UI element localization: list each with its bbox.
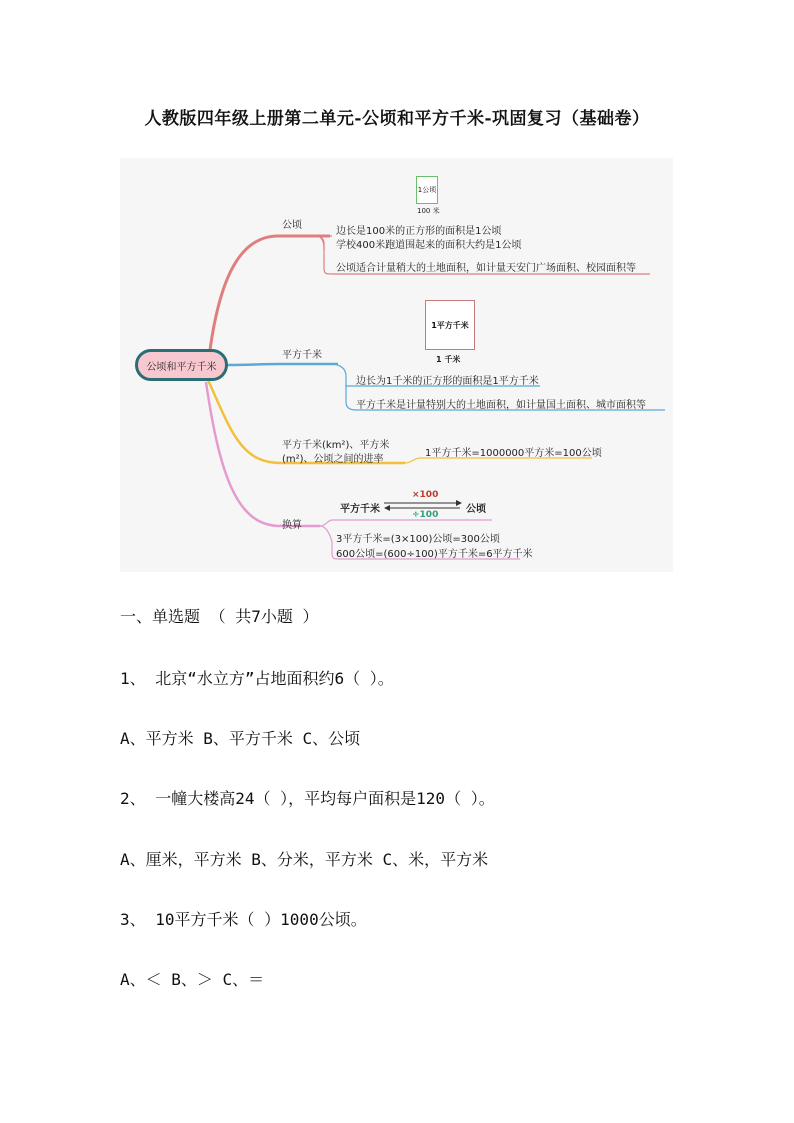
sqkm-item-2: 平方千米是计量特别大的土地面积，如计量国土面积、城市面积等 bbox=[356, 400, 646, 411]
branch-sqkm-label: 平方千米 bbox=[282, 350, 322, 361]
question-2-stem: 2、 一幢大楼高24（ ），平均每户面积是120（ ）。 bbox=[120, 789, 495, 808]
sqkm-side-label: 1 千米 bbox=[436, 355, 461, 364]
hectare-square bbox=[416, 176, 438, 204]
mind-map bbox=[120, 158, 673, 572]
sqkm-square bbox=[425, 300, 475, 350]
question-3-stem: 3、 10平方千米（ ）1000公顷。 bbox=[120, 910, 367, 929]
convert-item-2: 600公顷=(600÷100)平方千米=6平方千米 bbox=[336, 549, 533, 560]
page-title: 人教版四年级上册第二单元-公顷和平方千米-巩固复习（基础卷） bbox=[144, 109, 650, 129]
branch-rate-label-2: (m²)、公顷之间的进率 bbox=[282, 454, 384, 465]
section-heading: 一、单选题 （ 共7小题 ） bbox=[120, 607, 319, 626]
sqkm-square-label: 1平方千米 bbox=[431, 320, 469, 330]
branch-hectare-label: 公顷 bbox=[282, 220, 302, 231]
center-node: 公顷和平方千米 bbox=[135, 349, 228, 381]
branch-rate-label-1: 平方千米(km²)、平方米 bbox=[282, 440, 390, 451]
question-1-options: A、平方米 B、平方千米 C、公顷 bbox=[120, 729, 361, 748]
question-1-stem: 1、 北京“水立方”占地面积约6（ ）。 bbox=[120, 669, 394, 688]
convert-times-label: ×100 bbox=[412, 490, 439, 500]
hectare-item-2: 学校400米跑道围起来的面积大约是1公顷 bbox=[336, 240, 522, 251]
hectare-item-1: 边长是100米的正方形的面积是1公顷 bbox=[336, 226, 502, 237]
hectare-item-3: 公顷适合计量稍大的土地面积，如计量天安门广场面积、校园面积等 bbox=[336, 263, 636, 274]
question-3-options: A、＜ B、＞ C、＝ bbox=[120, 970, 265, 989]
question-2-options: A、厘米，平方米 B、分米，平方米 C、米，平方米 bbox=[120, 850, 489, 869]
convert-divide-label: ÷100 bbox=[412, 510, 439, 520]
branch-convert-label: 换算 bbox=[282, 520, 302, 531]
convert-item-1: 3平方千米=(3×100)公顷=300公顷 bbox=[336, 534, 500, 545]
hectare-square-label: 1公顷 bbox=[417, 186, 437, 194]
branch-sqkm-line bbox=[228, 364, 338, 365]
rate-item: 1平方千米=1000000平方米=100公顷 bbox=[425, 448, 602, 459]
branch-hectare-line bbox=[210, 236, 330, 350]
hectare-side-label: 100 米 bbox=[417, 207, 440, 215]
convert-right-unit: 公顷 bbox=[466, 504, 486, 515]
sqkm-item-1: 边长为1千米的正方形的面积是1平方千米 bbox=[356, 376, 539, 387]
convert-left-unit: 平方千米 bbox=[340, 504, 380, 515]
